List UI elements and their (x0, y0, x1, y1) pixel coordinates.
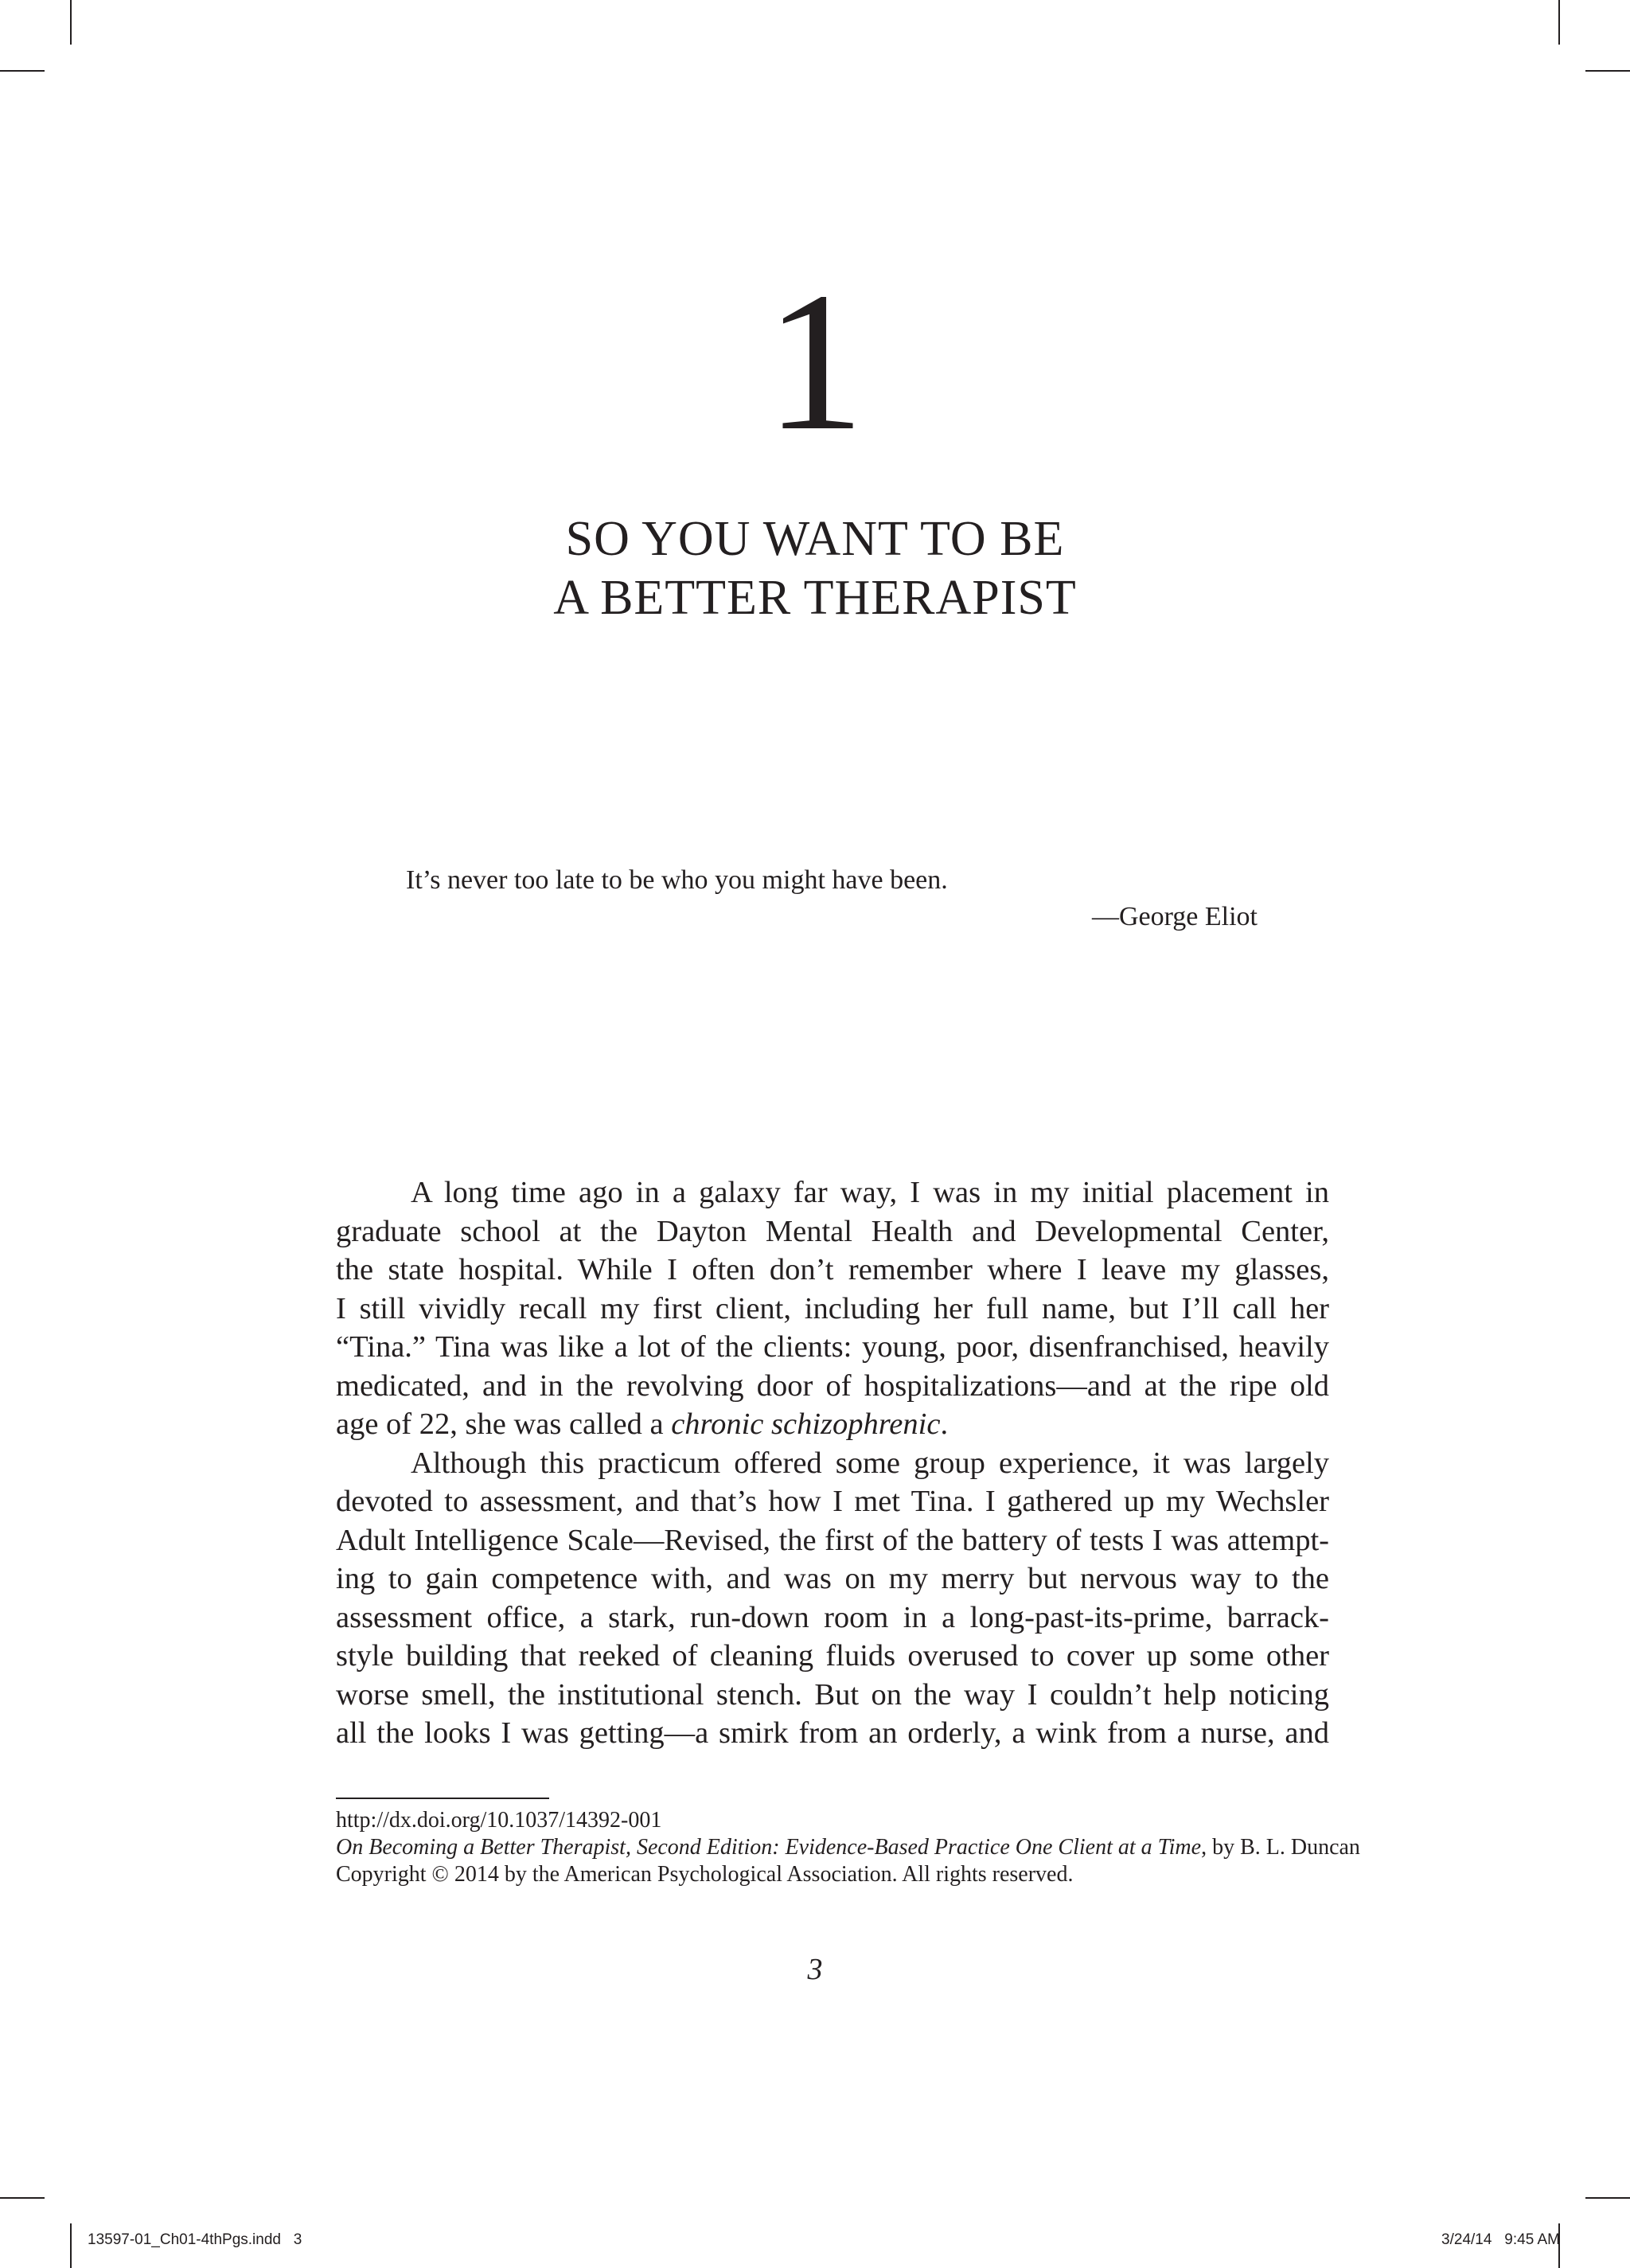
crop-mark (70, 0, 72, 45)
page-number: 3 (807, 1953, 823, 1986)
text-line: worse smell, the institutional stench. But on the way I couldn’t help noticing (336, 1677, 1329, 1712)
footnote (336, 1807, 1360, 1888)
book-title: On Becoming a Better Therapist, Second Edition: Evidence-Based Practice One Client at a Time (336, 1835, 1202, 1860)
crop-mark (1585, 70, 1630, 72)
crop-mark (0, 2197, 45, 2199)
text-line: A long time ago in a galaxy far way, I was in my initial placement in (411, 1176, 1329, 1209)
epigraph-attribution: —George Eliot (1091, 902, 1258, 931)
chapter-number: 1 (765, 252, 865, 472)
text-run: . (940, 1407, 949, 1441)
text-line (336, 1405, 1329, 1444)
epigraph-quote: It’s never too late to be who you might have been. (406, 865, 948, 895)
crop-mark (1558, 0, 1560, 45)
crop-mark (70, 2223, 72, 2268)
copyright: Copyright © 2014 by the American Psychological Association. All rights reserved. (336, 1862, 1074, 1887)
chapter-title-line: A BETTER THERAPIST (553, 571, 1077, 625)
text-line: devoted to assessment, and that’s how I met Tina. I gathered up my Wechsler (336, 1485, 1329, 1518)
text-line: medicated, and in the revolving door of hospitalizations—and at the ripe old (336, 1368, 1329, 1403)
text-line: the state hospital. While I often don’t remember where I leave my glasses, (336, 1253, 1329, 1286)
book-author: , by B. L. Duncan (1201, 1835, 1360, 1860)
text-line: I still vividly recall my first client, including her full name, but I’ll call her (336, 1291, 1329, 1325)
crop-mark (1585, 2197, 1630, 2199)
text-line: all the looks I was getting—a smirk from an orderly, a wink from a nurse, and (336, 1716, 1329, 1750)
crop-mark (0, 70, 45, 72)
chapter-title (0, 509, 1630, 627)
text-line: ing to gain competence with, and was on my merry but nervous way to the (336, 1562, 1329, 1595)
text-line: “Tina.” Tina was like a lot of the clients: young, poor, disenfranchised, heavily (336, 1330, 1329, 1364)
slug-filename: 13597-01_Ch01-4thPgs.indd 3 (88, 2231, 302, 2248)
italic-term: chronic schizophrenic (671, 1407, 941, 1441)
text-line: graduate school at the Dayton Mental Health and Developmental Center, (336, 1214, 1329, 1248)
text-line: Although this practicum offered some group experience, it was largely (411, 1446, 1329, 1480)
footnote-rule (336, 1798, 549, 1799)
slug-timestamp: 3/24/14 9:45 AM (1441, 2231, 1560, 2248)
body-text (336, 1173, 1329, 1753)
chapter-title-line: SO YOU WANT TO BE (565, 512, 1065, 566)
citation (336, 1834, 1360, 1861)
text-line: style building that reeked of cleaning fluids overused to cover up some other (336, 1639, 1329, 1673)
text-line: assessment office, a stark, run-down room in a long-past-its-prime, barrack- (336, 1600, 1329, 1634)
text-line: Adult Intelligence Scale—Revised, the first of the battery of tests I was attempt- (336, 1523, 1329, 1557)
text-run: age of 22, she was called a (336, 1407, 672, 1441)
doi-link[interactable]: http://dx.doi.org/10.1037/14392-001 (336, 1808, 662, 1833)
